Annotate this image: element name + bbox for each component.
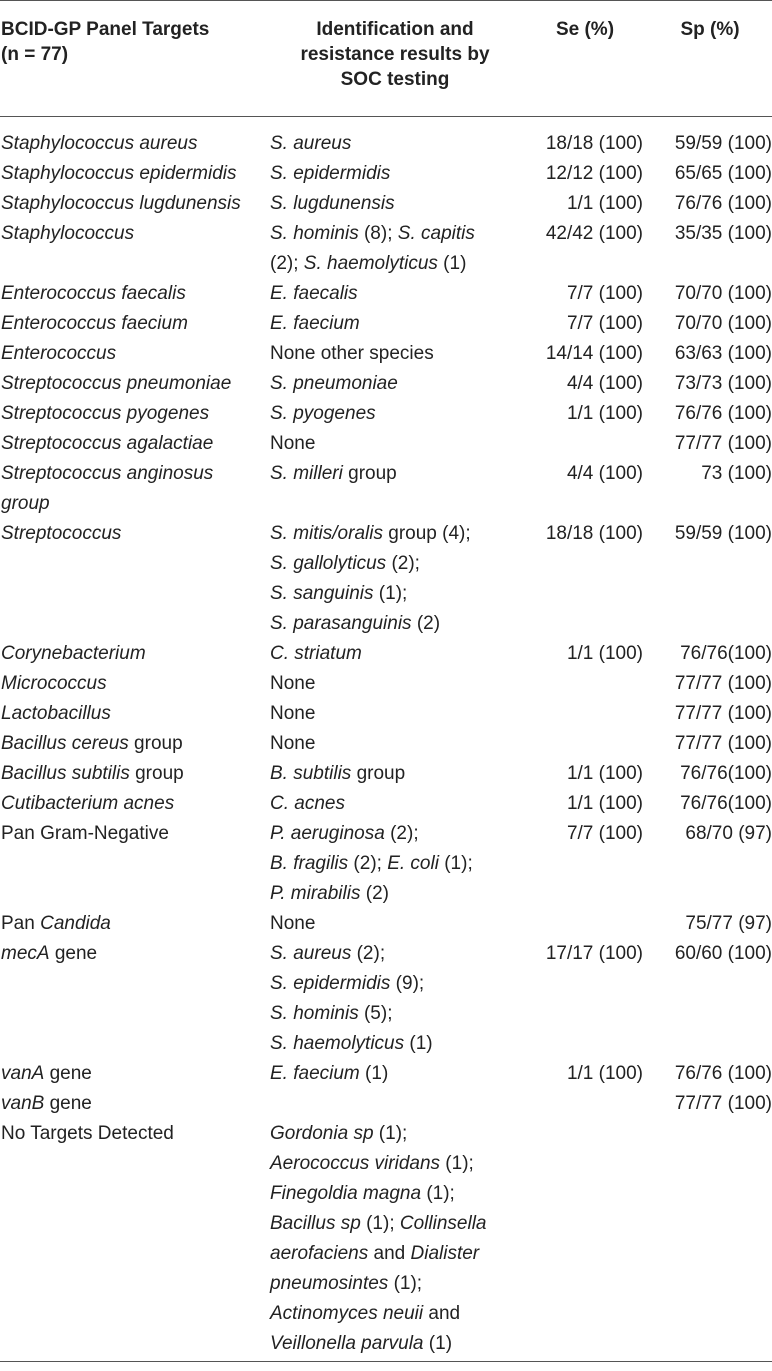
specificity-cell: 73/73 (100) bbox=[674, 373, 772, 394]
specificity-cell: 59/59 (100) bbox=[674, 133, 772, 154]
panel-target-cell bbox=[0, 309, 268, 339]
panel-target-cell-text: Streptococcus anginosus bbox=[1, 463, 214, 484]
sensitivity-cell: 7/7 (100) bbox=[566, 823, 643, 844]
panel-target-cell-line bbox=[1, 339, 268, 369]
table-row bbox=[0, 789, 772, 819]
table-row bbox=[0, 1089, 772, 1119]
identification-cell-text: (2) bbox=[360, 883, 389, 904]
specificity-cell: 77/77 (100) bbox=[674, 1093, 772, 1114]
table-row bbox=[0, 279, 772, 309]
identification-cell bbox=[268, 519, 522, 639]
table-row bbox=[0, 339, 772, 369]
identification-cell-text: B. subtilis bbox=[270, 763, 352, 784]
panel-target-cell bbox=[0, 159, 268, 189]
identification-cell bbox=[268, 309, 522, 339]
panel-target-cell-line bbox=[1, 909, 268, 939]
header-identification bbox=[268, 1, 522, 117]
sensitivity-cell: 17/17 (100) bbox=[545, 943, 643, 964]
sensitivity-cell bbox=[522, 669, 648, 699]
identification-cell-line bbox=[270, 1299, 522, 1329]
identification-cell-line bbox=[270, 1029, 522, 1059]
identification-cell-text: E. faecium bbox=[270, 313, 360, 334]
identification-cell-text: None bbox=[270, 733, 316, 754]
specificity-cell: 60/60 (100) bbox=[674, 943, 772, 964]
panel-target-cell-line bbox=[1, 939, 268, 969]
identification-cell-line bbox=[270, 129, 522, 159]
identification-cell-text: Gordonia sp bbox=[270, 1123, 374, 1144]
sensitivity-cell: 1/1 (100) bbox=[566, 763, 643, 784]
panel-target-cell-line bbox=[1, 159, 268, 189]
panel-target-cell bbox=[0, 279, 268, 309]
panel-target-cell-line bbox=[1, 129, 268, 159]
specificity-cell: 75/77 (97) bbox=[685, 913, 772, 934]
sensitivity-cell bbox=[522, 909, 648, 939]
specificity-cell: 76/76 (100) bbox=[674, 1063, 772, 1084]
panel-target-cell-line bbox=[1, 669, 268, 699]
specificity-cell: 35/35 (100) bbox=[674, 223, 772, 244]
sensitivity-cell: 7/7 (100) bbox=[566, 283, 643, 304]
panel-target-cell-text: vanA bbox=[1, 1063, 45, 1084]
identification-cell-text: Veillonella parvula bbox=[270, 1333, 424, 1354]
identification-cell-text: S. milleri bbox=[270, 463, 343, 484]
identification-cell-line bbox=[270, 339, 522, 369]
specificity-cell: 77/77 (100) bbox=[674, 673, 772, 694]
panel-target-cell-text: group bbox=[128, 733, 183, 754]
identification-cell-line bbox=[270, 789, 522, 819]
identification-cell-line bbox=[270, 519, 522, 549]
identification-cell bbox=[268, 729, 522, 759]
identification-cell-line bbox=[270, 369, 522, 399]
identification-cell-line bbox=[270, 879, 522, 909]
panel-target-cell bbox=[0, 1059, 268, 1089]
identification-cell-line bbox=[270, 909, 522, 939]
panel-target-cell-line bbox=[1, 729, 268, 759]
panel-target-cell bbox=[0, 669, 268, 699]
panel-target-cell bbox=[0, 789, 268, 819]
panel-target-cell-text: Enterococcus bbox=[1, 343, 117, 364]
identification-cell-text: P. aeruginosa bbox=[270, 823, 385, 844]
panel-target-cell-text: No Targets Detected bbox=[1, 1123, 174, 1144]
identification-cell bbox=[268, 759, 522, 789]
identification-cell-line bbox=[270, 429, 522, 459]
identification-cell-text: E. coli bbox=[387, 853, 439, 874]
panel-target-cell-text: Bacillus cereus bbox=[1, 733, 129, 754]
table-row bbox=[0, 699, 772, 729]
identification-cell-line bbox=[270, 939, 522, 969]
panel-target-cell-text: Enterococcus faecalis bbox=[1, 283, 186, 304]
header-specificity: Sp (%) bbox=[648, 1, 772, 117]
sensitivity-cell bbox=[522, 1089, 648, 1119]
identification-cell-text: Aerococcus viridans bbox=[270, 1153, 441, 1174]
identification-cell-text: S. hominis bbox=[270, 223, 359, 244]
identification-cell-text: S. lugdunensis bbox=[270, 193, 395, 214]
header-panel-targets-line: (n = 77) bbox=[1, 44, 69, 65]
identification-cell-line bbox=[270, 249, 522, 279]
specificity-cell: 70/70 (100) bbox=[674, 313, 772, 334]
identification-cell-line bbox=[270, 549, 522, 579]
identification-cell-text: S. haemolyticus bbox=[270, 1033, 405, 1054]
panel-target-cell bbox=[0, 699, 268, 729]
sensitivity-cell: 1/1 (100) bbox=[566, 403, 643, 424]
identification-cell bbox=[268, 669, 522, 699]
table-row bbox=[0, 909, 772, 939]
panel-target-cell-text: gene bbox=[49, 943, 98, 964]
panel-target-cell-text: group bbox=[129, 763, 184, 784]
panel-target-cell-text: Streptococcus pneumoniae bbox=[1, 373, 232, 394]
identification-cell-text: (8); bbox=[358, 223, 398, 244]
panel-target-cell-text: Corynebacterium bbox=[1, 643, 146, 664]
identification-cell bbox=[268, 279, 522, 309]
table-header bbox=[0, 1, 772, 117]
identification-cell bbox=[268, 159, 522, 189]
identification-cell-text: S. gallolyticus bbox=[270, 553, 387, 574]
table-row bbox=[0, 219, 772, 279]
identification-cell-text: B. fragilis bbox=[270, 853, 349, 874]
identification-cell bbox=[268, 1119, 522, 1362]
panel-target-cell-line bbox=[1, 1089, 268, 1119]
sensitivity-cell: 4/4 (100) bbox=[566, 373, 643, 394]
identification-cell-line bbox=[270, 1239, 522, 1269]
identification-cell-line bbox=[270, 1059, 522, 1089]
identification-cell-text: None bbox=[270, 673, 316, 694]
specificity-cell: 73 (100) bbox=[701, 463, 772, 484]
identification-cell-text: Collinsella bbox=[399, 1213, 487, 1234]
identification-cell-text: S. epidermidis bbox=[270, 973, 391, 994]
specificity-cell: 76/76 (100) bbox=[674, 403, 772, 424]
identification-cell-text: and bbox=[423, 1303, 461, 1324]
panel-target-cell-text: Streptococcus agalactiae bbox=[1, 433, 214, 454]
identification-cell-text: group bbox=[342, 463, 397, 484]
identification-cell-text: (1) bbox=[423, 1333, 453, 1354]
identification-cell-text: (1); bbox=[421, 1183, 455, 1204]
panel-target-cell bbox=[0, 117, 268, 160]
identification-cell-line bbox=[270, 1179, 522, 1209]
table-row bbox=[0, 939, 772, 1059]
header-identification-line: Identification and bbox=[316, 19, 474, 40]
panel-target-cell-text: Pan bbox=[1, 913, 41, 934]
identification-cell bbox=[268, 789, 522, 819]
identification-cell-text: pneumosintes bbox=[270, 1273, 389, 1294]
table-row bbox=[0, 189, 772, 219]
panel-target-cell bbox=[0, 429, 268, 459]
table-row bbox=[0, 117, 772, 160]
panel-target-cell-line bbox=[1, 279, 268, 309]
panel-target-cell-line bbox=[1, 429, 268, 459]
identification-cell-text: S. parasanguinis bbox=[270, 613, 412, 634]
sensitivity-cell: 1/1 (100) bbox=[566, 193, 643, 214]
identification-cell-text: C. acnes bbox=[270, 793, 345, 814]
specificity-cell: 68/70 (97) bbox=[685, 823, 772, 844]
panel-target-cell bbox=[0, 759, 268, 789]
identification-cell bbox=[268, 939, 522, 1059]
identification-cell-text: (1); bbox=[373, 1123, 408, 1144]
identification-cell-text: (2); bbox=[348, 853, 388, 874]
table-row bbox=[0, 1119, 772, 1362]
identification-cell-text: E. faecalis bbox=[270, 283, 358, 304]
identification-cell-text: group bbox=[351, 763, 406, 784]
panel-target-cell bbox=[0, 459, 268, 519]
identification-cell bbox=[268, 369, 522, 399]
identification-cell-text: S. hominis bbox=[270, 1003, 359, 1024]
identification-cell-line bbox=[270, 279, 522, 309]
sensitivity-cell: 12/12 (100) bbox=[545, 163, 643, 184]
identification-cell-text: (1); bbox=[438, 853, 473, 874]
sensitivity-cell bbox=[522, 699, 648, 729]
table-row bbox=[0, 729, 772, 759]
panel-target-cell bbox=[0, 1119, 268, 1362]
identification-cell bbox=[268, 117, 522, 160]
specificity-cell: 63/63 (100) bbox=[674, 343, 772, 364]
identification-cell-line bbox=[270, 309, 522, 339]
table-row bbox=[0, 639, 772, 669]
header-sensitivity: Se (%) bbox=[522, 1, 648, 117]
identification-cell-text: None other species bbox=[270, 343, 434, 364]
identification-cell bbox=[268, 699, 522, 729]
panel-target-cell-text: Micrococcus bbox=[1, 673, 107, 694]
identification-cell-text: (1); bbox=[360, 1213, 400, 1234]
identification-cell bbox=[268, 819, 522, 909]
panel-target-cell-text: mecA bbox=[1, 943, 50, 964]
identification-cell-text: (1) bbox=[404, 1033, 433, 1054]
panel-target-cell-text: group bbox=[1, 493, 50, 514]
sensitivity-cell: 4/4 (100) bbox=[566, 463, 643, 484]
header-panel-targets-line: BCID-GP Panel Targets bbox=[1, 19, 210, 40]
sensitivity-cell bbox=[522, 1119, 648, 1362]
identification-cell-line bbox=[270, 849, 522, 879]
sensitivity-cell: 7/7 (100) bbox=[566, 313, 643, 334]
panel-target-cell-line bbox=[1, 759, 268, 789]
identification-cell-line bbox=[270, 579, 522, 609]
identification-cell-line bbox=[270, 699, 522, 729]
identification-cell-text: aerofaciens bbox=[270, 1243, 369, 1264]
identification-cell-line bbox=[270, 1269, 522, 1299]
identification-cell bbox=[268, 639, 522, 669]
identification-cell-text: group (4); bbox=[382, 523, 471, 544]
identification-cell-text: S. haemolyticus bbox=[303, 253, 438, 274]
panel-target-cell-line bbox=[1, 639, 268, 669]
panel-target-cell-line bbox=[1, 369, 268, 399]
panel-target-cell-text: Staphylococcus aureus bbox=[1, 133, 198, 154]
identification-cell-text: and bbox=[368, 1243, 411, 1264]
panel-target-cell bbox=[0, 939, 268, 1059]
specificity-cell: 65/65 (100) bbox=[674, 163, 772, 184]
panel-target-cell-text: Streptococcus pyogenes bbox=[1, 403, 210, 424]
specificity-cell: 59/59 (100) bbox=[674, 523, 772, 544]
panel-target-cell bbox=[0, 189, 268, 219]
sensitivity-cell bbox=[522, 729, 648, 759]
header-identification-line: resistance results by bbox=[300, 44, 490, 65]
identification-cell-text: S. pneumoniae bbox=[270, 373, 398, 394]
identification-cell-text: S. sanguinis bbox=[270, 583, 374, 604]
identification-cell-text: None bbox=[270, 703, 316, 724]
panel-target-cell-line bbox=[1, 699, 268, 729]
sensitivity-cell: 14/14 (100) bbox=[545, 343, 643, 364]
panel-target-cell bbox=[0, 1089, 268, 1119]
panel-target-cell-text: vanB bbox=[1, 1093, 45, 1114]
panel-target-cell-text: Staphylococcus epidermidis bbox=[1, 163, 237, 184]
panel-target-cell-text: Cutibacterium acnes bbox=[1, 793, 175, 814]
identification-cell-text: (2); bbox=[270, 253, 304, 274]
identification-cell bbox=[268, 459, 522, 519]
identification-cell-line bbox=[270, 969, 522, 999]
identification-cell-text: Dialister bbox=[410, 1243, 480, 1264]
identification-cell-text: S. capitis bbox=[397, 223, 475, 244]
identification-cell-line bbox=[270, 609, 522, 639]
identification-cell-text: (1) bbox=[359, 1063, 389, 1084]
identification-cell-text: S. aureus bbox=[270, 133, 352, 154]
specificity-cell: 76/76(100) bbox=[680, 763, 772, 784]
identification-cell-line bbox=[270, 399, 522, 429]
sensitivity-cell: 1/1 (100) bbox=[566, 643, 643, 664]
table-row bbox=[0, 399, 772, 429]
panel-target-cell-line bbox=[1, 219, 268, 249]
identification-cell-line bbox=[270, 219, 522, 249]
identification-cell-line bbox=[270, 1149, 522, 1179]
identification-cell-line bbox=[270, 999, 522, 1029]
identification-cell-line bbox=[270, 669, 522, 699]
identification-cell-text: (1); bbox=[373, 583, 408, 604]
panel-target-cell-text: gene bbox=[44, 1093, 92, 1114]
panel-target-cell-line bbox=[1, 489, 268, 519]
sensitivity-cell bbox=[522, 429, 648, 459]
identification-cell-line bbox=[270, 1329, 522, 1359]
identification-cell-text: E. faecium bbox=[270, 1063, 360, 1084]
identification-cell-text: S. epidermidis bbox=[270, 163, 391, 184]
sensitivity-cell: 42/42 (100) bbox=[545, 223, 643, 244]
identification-cell-line bbox=[270, 1119, 522, 1149]
panel-target-cell bbox=[0, 369, 268, 399]
panel-target-cell bbox=[0, 729, 268, 759]
identification-cell bbox=[268, 219, 522, 279]
identification-cell-text: None bbox=[270, 433, 316, 454]
panel-target-cell bbox=[0, 219, 268, 279]
panel-target-cell-text: Lactobacillus bbox=[1, 703, 111, 724]
specificity-cell: 76/76(100) bbox=[680, 793, 772, 814]
panel-target-cell-text: Staphylococcus bbox=[1, 223, 135, 244]
panel-target-cell-line bbox=[1, 519, 268, 549]
table-row bbox=[0, 309, 772, 339]
identification-cell-text: (1); bbox=[388, 1273, 423, 1294]
identification-cell-text: (2); bbox=[386, 553, 420, 574]
table-row bbox=[0, 759, 772, 789]
specificity-cell bbox=[648, 1119, 772, 1362]
identification-cell-line bbox=[270, 819, 522, 849]
panel-target-cell-line bbox=[1, 189, 268, 219]
identification-cell-text: S. pyogenes bbox=[270, 403, 376, 424]
specificity-cell: 76/76(100) bbox=[680, 643, 772, 664]
specificity-cell: 77/77 (100) bbox=[674, 703, 772, 724]
identification-cell-line bbox=[270, 729, 522, 759]
panel-target-cell-line bbox=[1, 1059, 268, 1089]
identification-cell bbox=[268, 339, 522, 369]
specificity-cell: 77/77 (100) bbox=[674, 733, 772, 754]
sensitivity-cell: 18/18 (100) bbox=[545, 133, 643, 154]
table-row bbox=[0, 1059, 772, 1089]
identification-cell bbox=[268, 1059, 522, 1089]
identification-cell bbox=[268, 909, 522, 939]
panel-target-cell bbox=[0, 639, 268, 669]
identification-cell-text: P. mirabilis bbox=[270, 883, 361, 904]
identification-cell-line bbox=[270, 159, 522, 189]
table-body bbox=[0, 117, 772, 1362]
sensitivity-cell: 18/18 (100) bbox=[545, 523, 643, 544]
panel-target-cell-line bbox=[1, 399, 268, 429]
panel-target-cell-line bbox=[1, 819, 268, 849]
panel-target-cell-text: Candida bbox=[40, 913, 111, 934]
identification-cell-text: (2) bbox=[411, 613, 441, 634]
panel-target-cell-text: Streptococcus bbox=[1, 523, 122, 544]
identification-cell-text: None bbox=[270, 913, 316, 934]
table-row bbox=[0, 669, 772, 699]
table-row bbox=[0, 369, 772, 399]
identification-cell-text: (2); bbox=[384, 823, 419, 844]
panel-target-cell-text: Enterococcus faecium bbox=[1, 313, 188, 334]
identification-cell-text: (2); bbox=[351, 943, 386, 964]
panel-target-cell bbox=[0, 519, 268, 639]
table-row bbox=[0, 429, 772, 459]
panel-target-cell-line bbox=[1, 1119, 268, 1149]
identification-cell bbox=[268, 1089, 522, 1119]
identification-cell-text: (5); bbox=[358, 1003, 393, 1024]
specificity-cell: 76/76 (100) bbox=[674, 193, 772, 214]
specificity-cell: 70/70 (100) bbox=[674, 283, 772, 304]
identification-cell-line bbox=[270, 759, 522, 789]
header-identification-line: SOC testing bbox=[340, 69, 450, 90]
panel-target-cell bbox=[0, 399, 268, 429]
panel-target-cell-line bbox=[1, 789, 268, 819]
identification-cell-line bbox=[270, 189, 522, 219]
identification-cell-text: (9); bbox=[390, 973, 425, 994]
identification-cell-line bbox=[270, 639, 522, 669]
header-row bbox=[0, 1, 772, 117]
panel-target-cell-text: gene bbox=[44, 1063, 92, 1084]
panel-target-cell-text: Pan Gram-Negative bbox=[1, 823, 169, 844]
table-row bbox=[0, 519, 772, 639]
identification-cell-text: S. mitis/oralis bbox=[270, 523, 383, 544]
panel-target-cell bbox=[0, 339, 268, 369]
panel-target-cell bbox=[0, 909, 268, 939]
panel-target-cell-line bbox=[1, 459, 268, 489]
identification-cell-text: Finegoldia magna bbox=[270, 1183, 422, 1204]
panel-target-cell-text: Staphylococcus lugdunensis bbox=[1, 193, 241, 214]
identification-cell bbox=[268, 189, 522, 219]
panel-target-cell bbox=[0, 819, 268, 909]
sensitivity-cell: 1/1 (100) bbox=[566, 1063, 643, 1084]
header-panel-targets bbox=[0, 1, 268, 117]
identification-cell bbox=[268, 429, 522, 459]
specificity-cell: 77/77 (100) bbox=[674, 433, 772, 454]
table-row bbox=[0, 819, 772, 909]
identification-cell-text: C. striatum bbox=[270, 643, 362, 664]
panel-target-cell-text: Bacillus subtilis bbox=[1, 763, 130, 784]
identification-cell-text: Bacillus sp bbox=[270, 1213, 361, 1234]
identification-cell-line bbox=[270, 1209, 522, 1239]
table-row bbox=[0, 159, 772, 189]
identification-cell-line bbox=[270, 459, 522, 489]
identification-cell-text: (1) bbox=[437, 253, 467, 274]
identification-cell-text: Actinomyces neuii bbox=[270, 1303, 424, 1324]
table-row bbox=[0, 459, 772, 519]
identification-cell-text: (1); bbox=[440, 1153, 474, 1174]
panel-target-cell-line bbox=[1, 309, 268, 339]
sensitivity-cell: 1/1 (100) bbox=[566, 793, 643, 814]
identification-cell-text: S. aureus bbox=[270, 943, 352, 964]
identification-cell bbox=[268, 399, 522, 429]
